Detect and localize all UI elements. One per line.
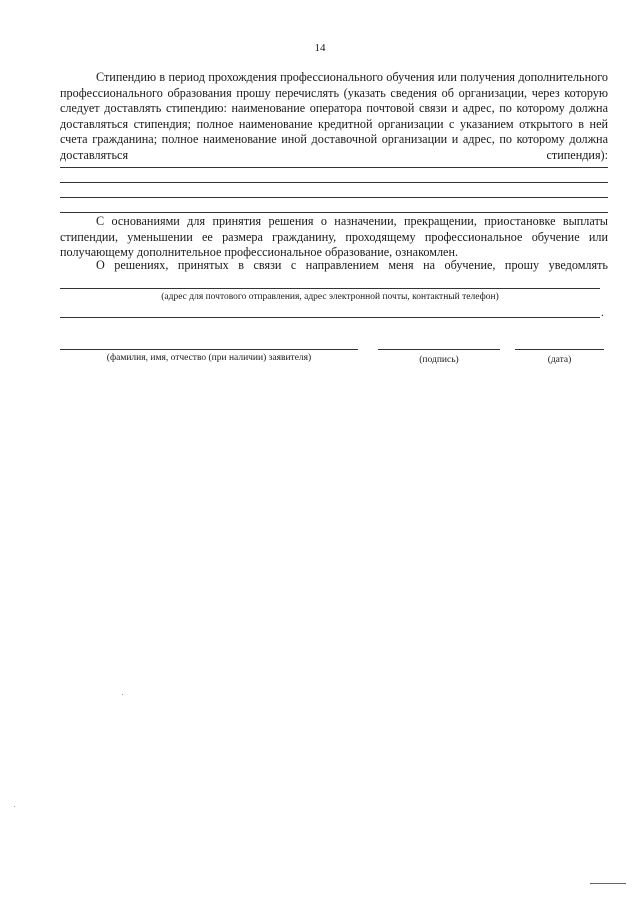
date-line[interactable] [515,349,604,350]
page-number: 14 [314,42,326,54]
fill-line-4[interactable] [60,212,608,213]
address-line[interactable] [60,288,600,289]
full-name-caption: (фамилия, имя, отчество (при наличии) заявителя) [106,353,312,363]
date-caption: (дата) [547,355,572,365]
paragraph-stipend: Стипендию в период прохождения профессионального обучения или получения дополнительного профессионального образования прошу перечислять (указать сведения об организации, через которую следует доставлять стипендию: наименование оператора почтовой связи и адрес, по которому должна доставляться стипендия; полное наименование кредитной организации с указанием открытого в ней счета гражданина; полное наименование иной доставочной организации и адрес, по которому должна доставляться стипендия): [60,70,608,162]
signature-line[interactable] [378,349,500,350]
address-caption: (адрес для почтового отправления, адрес электронной почты, контактный телефон) [161,292,499,302]
fill-line-1[interactable] [60,167,608,168]
scan-edge-mark [590,883,626,884]
scan-speck [122,694,123,695]
fill-line-3[interactable] [60,197,608,198]
paragraph-grounds: С основаниями для принятия решения о назначении, прекращении, приостановке выплаты стипендии, уменьшении ее размера гражданину, проходящему профессиональное обучение или получающему дополнительное профессиональное образование, ознакомлен. [60,214,608,260]
address-line-period: . [601,305,604,319]
fill-line-2[interactable] [60,182,608,183]
scan-speck [14,806,15,807]
signature-caption: (подпись) [419,355,459,365]
full-name-line[interactable] [60,349,358,350]
address-line-2[interactable] [60,317,600,318]
paragraph-notify: О решениях, принятых в связи с направлением меня на обучение, прошу уведомлять [96,258,608,272]
